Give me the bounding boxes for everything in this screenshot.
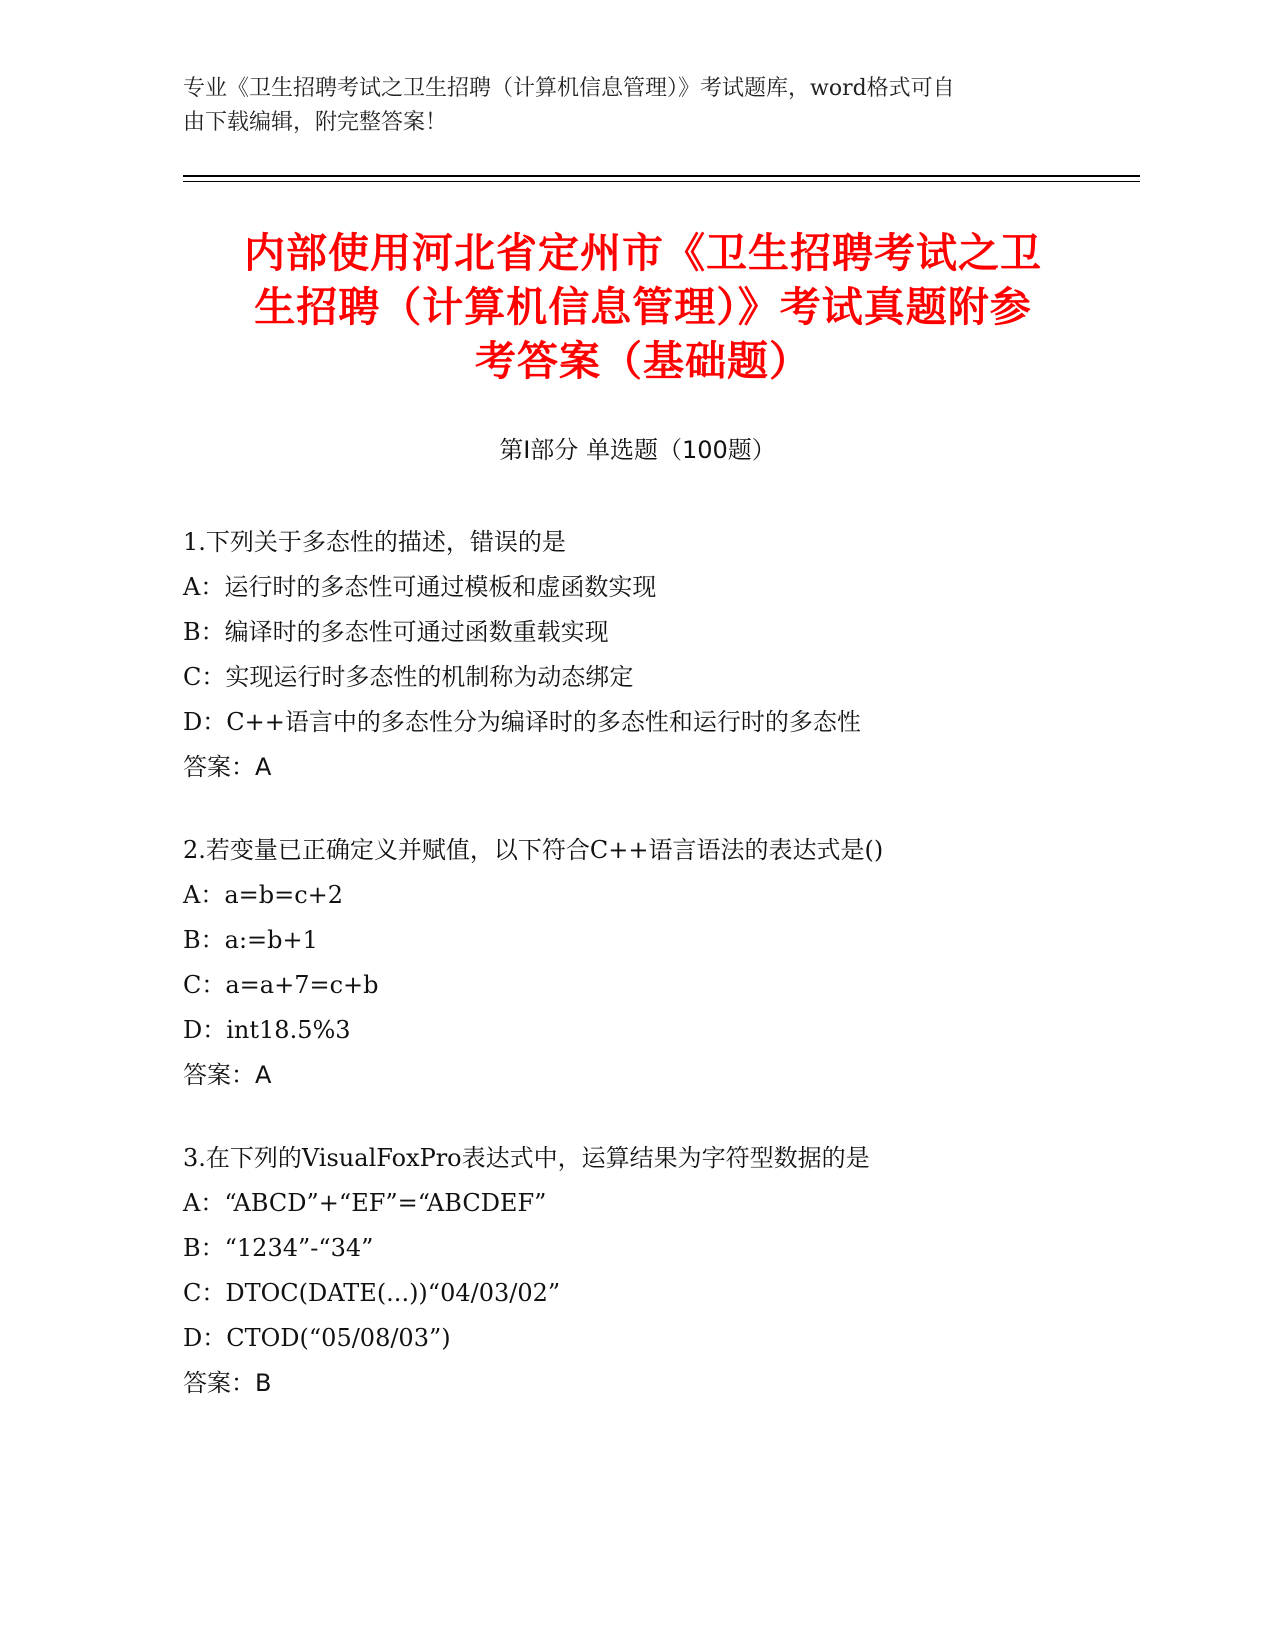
header-divider-thick [183,175,1140,177]
option-c [183,655,1143,700]
option-letter: B： [183,926,225,954]
option-text: CTOD(“05/08/03”) [226,1324,451,1352]
option-letter: D： [183,1016,227,1044]
answer-label: 答案：A [183,1061,272,1089]
option-text: a:=b+1 [224,926,318,954]
option-text: a=a+7=c+b [225,971,379,999]
option-text: 实现运行时多态性的机制称为动态绑定 [225,663,634,691]
option-text: a=b=c+2 [224,881,344,909]
header-divider-thin [183,181,1140,182]
option-text: 编译时的多态性可通过函数重载实现 [224,618,609,646]
option-letter: C： [183,663,226,691]
question-1 [183,520,1143,790]
question-3 [183,1136,1143,1406]
option-text: “1234”-“34” [224,1234,374,1262]
question-stem: 2.若变量已正确定义并赋值，以下符合C++语言语法的表达式是() [183,836,884,864]
option-letter: B： [183,618,225,646]
option-a [183,565,1143,610]
answer-label: 答案：A [183,753,272,781]
option-letter: A： [183,1189,225,1217]
document-title-line-1: 内部使用河北省定州市《卫生招聘考试之卫 [244,229,1042,277]
option-b [183,918,1143,963]
document-title-line-3: 考答案（基础题） [475,337,811,385]
option-d [183,1008,1143,1053]
option-c [183,1271,1143,1316]
question-list [183,520,1143,1444]
option-a [183,873,1143,918]
option-letter: C： [183,971,226,999]
header-note-line-1: 专业《卫生招聘考试之卫生招聘（计算机信息管理）》考试题库，word格式可自 [183,76,955,101]
option-b [183,1226,1143,1271]
answer-label: 答案：B [183,1369,272,1397]
option-d [183,700,1143,745]
document-title-line-2: 生招聘（计算机信息管理）》考试真题附参 [254,283,1032,331]
option-text: DTOC(DATE(...))“04/03/02” [225,1279,561,1307]
option-text: 运行时的多态性可通过模板和虚函数实现 [224,573,657,601]
option-letter: C： [183,1279,226,1307]
document-title [183,226,1103,388]
question-stem: 1.下列关于多态性的描述，错误的是 [183,528,566,556]
option-letter: D： [183,708,227,736]
option-text: C++语言中的多态性分为编译时的多态性和运行时的多态性 [226,708,861,736]
option-letter: B： [183,1234,225,1262]
question-stem: 3.在下列的VisualFoxPro表达式中，运算结果为字符型数据的是 [183,1144,870,1172]
option-b [183,610,1143,655]
header-note-line-2: 由下载编辑，附完整答案！ [183,110,448,135]
section-heading: 第Ⅰ部分 单选题（100题） [499,436,776,464]
option-text: “ABCD”+“EF”=“ABCDEF” [224,1189,547,1217]
option-letter: A： [183,573,225,601]
option-letter: A： [183,881,225,909]
question-2 [183,828,1143,1098]
option-d [183,1316,1143,1361]
option-letter: D： [183,1324,227,1352]
option-text: int18.5%3 [226,1016,351,1044]
option-c [183,963,1143,1008]
header-note [183,72,1063,140]
option-a [183,1181,1143,1226]
